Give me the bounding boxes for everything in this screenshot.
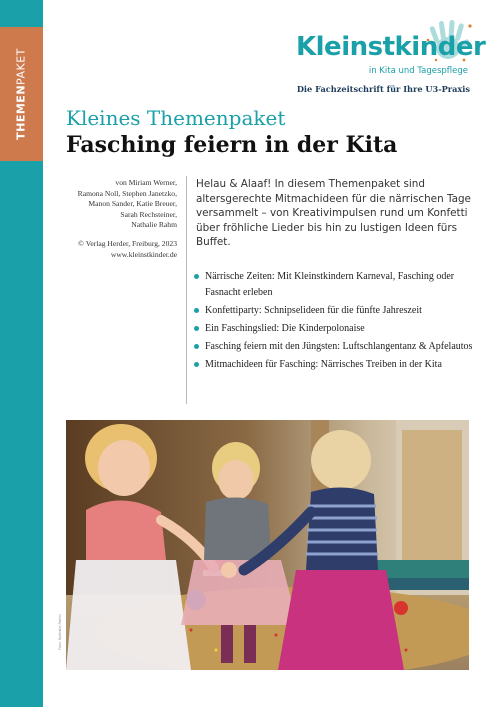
author-line: Manon Sander, Katie Breuer, (88, 199, 177, 209)
bullet-icon (194, 362, 199, 367)
author-line: Sarah Rechsteiner, (120, 209, 177, 219)
magazine-tagline: Die Fachzeitschrift für Ihre U3-Praxis (296, 84, 470, 94)
kicker-heading: Kleines Themenpaket (66, 106, 286, 130)
list-item: Ein Faschingslied: Die Kinderpolonaise (192, 321, 482, 337)
page-title: Fasching feiern in der Kita (66, 132, 398, 158)
cover-photo (66, 420, 469, 670)
photo-credit: Foto: Nathalie Rahm (58, 614, 62, 650)
bullet-icon (194, 344, 199, 349)
bullet-icon (194, 274, 199, 279)
bullet-icon (194, 326, 199, 331)
author-line: Ramona Noll, Stephen Janetzko, (77, 188, 177, 198)
magazine-logo (296, 20, 486, 82)
column-divider (186, 176, 187, 404)
bullet-icon (194, 308, 199, 313)
intro-paragraph: Helau & Alaaf! In diesem Themenpaket sind altersgerechte Mitmachideen für die närrischen Tage versammelt – von Kreativimpulsen rund um Konfetti über fröhliche Lieder bis hin zu lustigen Ideen fürs Buffet. (196, 178, 471, 249)
list-item: Fasching feiern mit den Jüngsten: Luftschlangentanz & Apfelautos (192, 339, 482, 355)
children-dancing-illustration (66, 420, 469, 670)
author-line: Nathalie Rahm (131, 220, 177, 230)
copyright-notice: © Verlag Herder, Freiburg, 2023 (78, 238, 177, 248)
list-item: Mitmachideen für Fasching: Närrisches Treiben in der Kita (192, 357, 482, 373)
list-item: Närrische Zeiten: Mit Kleinstkindern Karneval, Fasching oder Fasnacht erleben (192, 269, 482, 300)
author-block (64, 178, 177, 260)
list-item: Konfettiparty: Schnipselideen für die fünfte Jahreszeit (192, 303, 482, 319)
author-line: von Miriam Werner, (115, 178, 177, 187)
section-tab-label: THEMENPAKET (14, 48, 28, 140)
logo-subtitle: in Kita und Tagespflege (368, 66, 468, 76)
topic-list (192, 269, 482, 376)
website-link[interactable]: www.kleinstkinder.de (110, 249, 177, 259)
logo-wordmark: Kleinstkinder (296, 32, 486, 62)
